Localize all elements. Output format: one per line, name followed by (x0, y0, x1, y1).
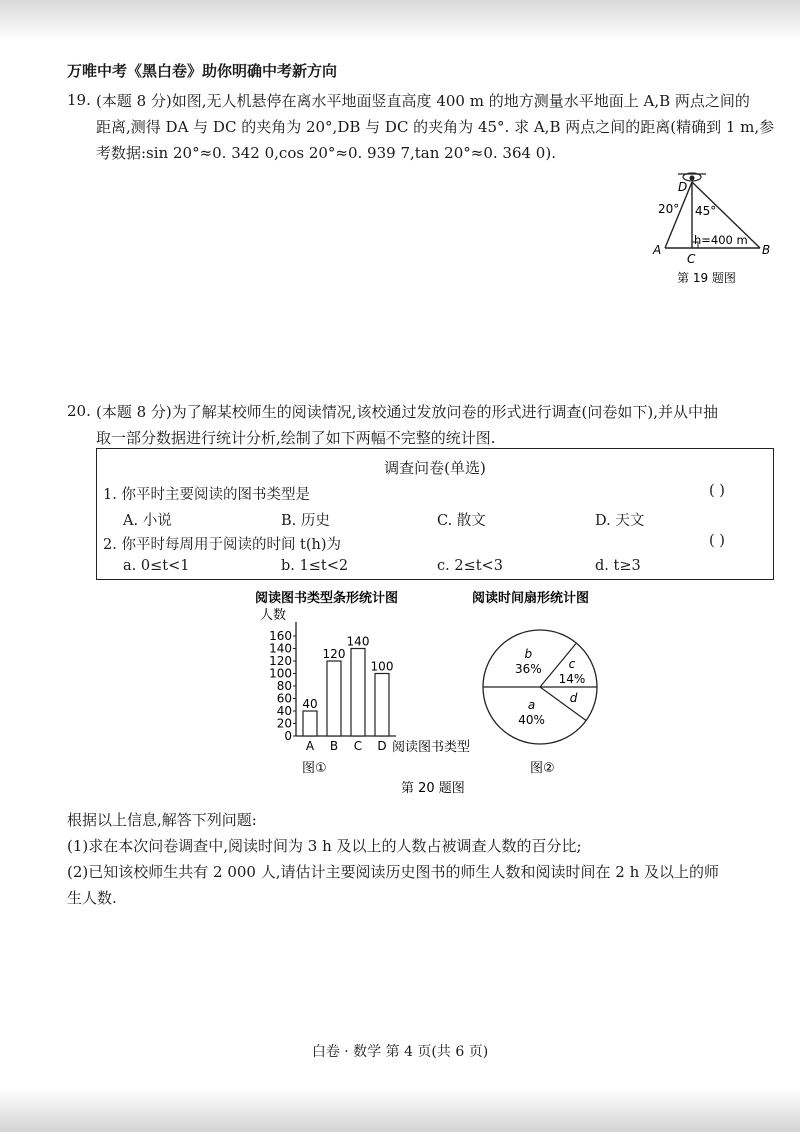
bar-y-axis-label: 人数 (260, 608, 287, 623)
q19-figure-caption: 第 19 题图 (677, 271, 736, 285)
pie-chart-title: 阅读时间扇形统计图 (472, 591, 590, 606)
option-b-history: B. 历史 (281, 513, 330, 529)
survey-q1-blank: ( ) (709, 483, 725, 499)
angle-45-label: 45° (695, 204, 717, 218)
survey-q2-blank: ( ) (709, 533, 725, 549)
survey-q1: 1. 你平时主要阅读的图书类型是 (103, 487, 310, 503)
bar (303, 711, 317, 736)
bar (327, 661, 341, 736)
q19-number: 19. (67, 91, 91, 109)
pie-slice-percent: 40% (518, 713, 545, 728)
page-header: 万唯中考《黑白卷》助你明确中考新方向 (67, 62, 338, 80)
label-c: C (687, 252, 696, 266)
q20-number: 20. (67, 402, 91, 420)
label-b: B (762, 243, 771, 257)
bar-y-tick-label: 100 (269, 666, 292, 681)
sub-question-2-line2: 生人数. (67, 889, 117, 907)
bar-y-tick-label: 40 (276, 704, 292, 718)
bar-category-label: A (305, 739, 315, 753)
option-d-time: d. t≥3 (595, 558, 641, 574)
bar-y-tick-label: 20 (276, 716, 292, 731)
survey-title: 调查问卷(单选) (384, 459, 486, 477)
bar-chart-caption: 图① (302, 761, 327, 776)
height-label: h=400 m (694, 233, 748, 247)
pie-slice-percent: 36% (515, 662, 542, 677)
bar-y-tick-label: 140 (269, 641, 292, 656)
option-a-novel: A. 小说 (123, 513, 172, 529)
bar-data-label: 120 (322, 647, 346, 661)
bar-category-label: B (329, 739, 339, 753)
pie-chart-caption: 图② (530, 761, 555, 776)
q19-line1: (本题 8 分)如图,无人机悬停在离水平地面竖直高度 400 m 的地方测量水平地面上 A,B 两点之间的 (96, 92, 750, 110)
option-b-time: b. 1≤t<2 (281, 558, 349, 574)
option-c-prose: C. 散文 (437, 513, 486, 529)
q20-charts (240, 586, 640, 796)
bar (351, 649, 365, 737)
q19-line3: 考数据:sin 20°≈0. 342 0,cos 20°≈0. 939 7,tan 20°≈0. 364 0). (96, 144, 556, 162)
option-a-time: a. 0≤t<1 (123, 558, 190, 574)
bar (375, 674, 389, 737)
bar-data-label: 40 (302, 697, 318, 711)
pie-slice-label: c (568, 656, 576, 671)
bar-data-label: 140 (346, 634, 370, 649)
bar-y-tick-label: 60 (276, 691, 292, 706)
questions-intro: 根据以上信息,解答下列问题: (67, 811, 257, 829)
q20-line2: 取一部分数据进行统计分析,绘制了如下两幅不完整的统计图. (96, 429, 496, 447)
bar-category-label: C (353, 739, 363, 753)
pie-chart (483, 630, 597, 744)
q19-triangle-figure (640, 165, 780, 290)
option-d-astronomy: D. 天文 (595, 513, 645, 529)
sub-question-1: (1)求在本次问卷调查中,阅读时间为 3 h 及以上的人数占被调查人数的百分比; (67, 837, 582, 855)
angle-20-label: 20° (658, 202, 680, 216)
page-footer: 白卷 · 数学 第 4 页(共 6 页) (311, 1044, 489, 1060)
bar-y-tick-label: 160 (269, 629, 292, 643)
label-d: D (678, 180, 688, 194)
bar-y-tick-label: 80 (276, 679, 292, 693)
pie-slice-label: d (569, 690, 578, 705)
scan-shadow-top (0, 0, 800, 40)
label-a: A (653, 243, 662, 257)
survey-box (96, 448, 774, 580)
pie-slice-percent: 14% (558, 671, 586, 686)
scan-shadow-bottom (0, 1088, 800, 1132)
pie-slice-label: a (527, 698, 536, 713)
bar-chart (260, 607, 470, 755)
bar-chart-title: 阅读图书类型条形统计图 (255, 591, 399, 606)
option-c-time: c. 2≤t<3 (437, 558, 503, 574)
sub-question-2-line1: (2)已知该校师生共有 2 000 人,请估计主要阅读历史图书的师生人数和阅读时间在 2 h 及以上的师 (67, 863, 720, 881)
bar-y-tick-label: 120 (269, 654, 292, 668)
q19-line2: 距离,测得 DA 与 DC 的夹角为 20°,DB 与 DC 的夹角为 45°. 求 A,B 两点之间的距离(精确到 1 m,参 (96, 118, 775, 136)
q20-line1: (本题 8 分)为了解某校师生的阅读情况,该校通过发放问卷的形式进行调查(问卷如下),并从中抽 (96, 403, 719, 421)
bar-x-axis-label: 阅读图书类型 (392, 740, 471, 755)
pie-slice-label: b (524, 647, 533, 662)
q20-figure-caption: 第 20 题图 (401, 781, 465, 796)
bar-data-label: 100 (370, 659, 394, 674)
bar-y-tick-label: 0 (284, 729, 292, 743)
bar-category-label: D (377, 739, 387, 753)
survey-q2: 2. 你平时每周用于阅读的时间 t(h)为 (103, 537, 342, 553)
